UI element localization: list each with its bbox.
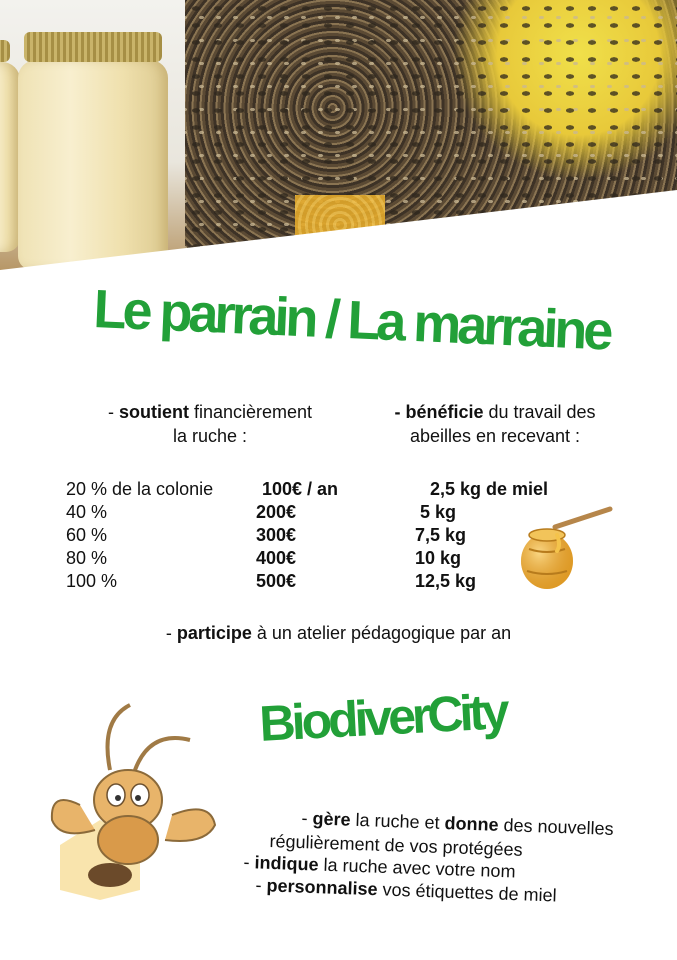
list-item: - personnalise vos étiquettes de miel — [255, 874, 557, 906]
sponsor-benefits-heading: - bénéficie du travail des abeilles en recevant : — [394, 402, 596, 446]
list-item: - gère la ruche et donne des nouvelles — [301, 807, 614, 839]
sponsor-supports-heading: - soutient financièrement la ruche : — [107, 402, 313, 446]
list-item: régulièrement de vos protégées — [269, 830, 523, 860]
header-photo — [0, 0, 677, 270]
supports-verb: soutient — [118, 402, 189, 422]
honey-pot-icon — [515, 505, 615, 595]
brand-name: BiodiverCity — [258, 683, 508, 752]
page-title: Le parrain / La marraine — [92, 278, 611, 362]
benefits-verb: bénéficie — [405, 402, 484, 422]
list-item: - indique la ruche avec votre nom — [243, 851, 516, 882]
workshop-note: - participe à un atelier pédagogique par an — [165, 623, 512, 643]
bee-mascot-icon — [40, 700, 235, 900]
